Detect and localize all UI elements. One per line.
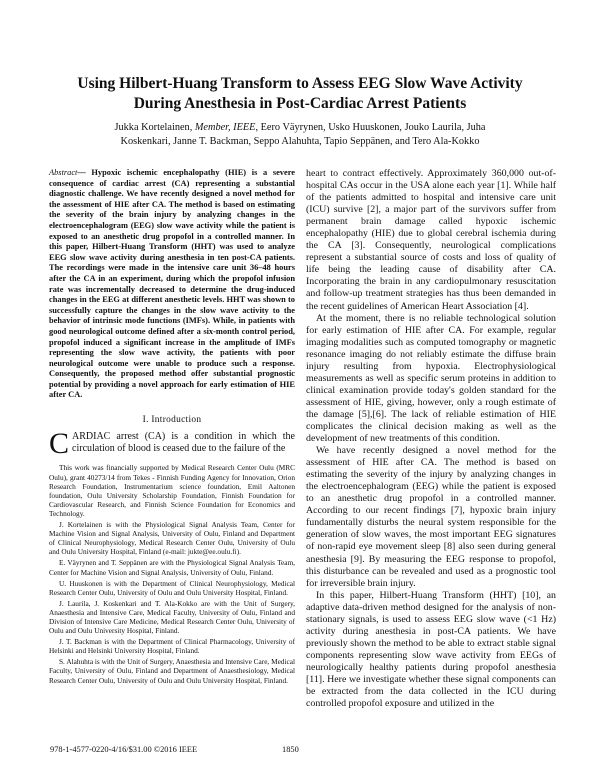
footnote-affiliation: S. Alahuhta is with the Unit of Surgery, Anaesthesia and Intensive Care, Medical Faculty, University of Oulu, Finland and Department of Anaesthesiology, Medical Research Center Oulu, University of Oulu and Oulu University Hospital, Finland. — [49, 657, 295, 685]
footnote-affiliation: J. Laurila, J. Koskenkari and T. Ala-Kokko are with the Unit of Surgery, Anaesthesia and Intensive Care, Medical Faculty, University of Oulu, Finland and Division of Intensive Care Medicine, Medical Research Center Oulu, University of Oulu and Oulu University Hospital, Finland. — [49, 598, 295, 636]
left-column — [49, 168, 295, 687]
author-list — [60, 121, 540, 149]
abstract — [49, 168, 295, 401]
abstract-text: Hypoxic ischemic encephalopathy (HIE) is a severe consequence of cardiac arrest (CA) representing a substantial diagnostic challenge. We have recently designed a novel method for the assessment of HIE after CA. The method is based on estimating the severity of the brain injury by analyzing changes in the electroencephalogram (EEG) slow wave activity while the patient is exposed to an anesthetic drug propofol in a controlled manner. In this paper, Hilbert-Huang Transform (HHT) was used to analyze EEG slow wave activity during anesthesia in ten post-CA patients. The recordings were made in the intensive care unit 36–48 hours after the CA in an experiment, during which the propofol infusion rate was incrementally decreased to determine the drug-induced changes in the EEG at different anesthetic levels. HHT was shown to successfully capture the changes in the slow wave activity to the behavior of intrinsic mode functions (IMFs). While, in patients with good neurological outcome defined after a six-month control period, propofol induced a significant increase in the amplitude of IMFs representing the slow wave activity, the patients with poor neurological outcome were unable to produce such a response. Consequently, the proposed method offer substantial prognostic potential by providing a novel approach for early estimation of HIE after CA. — [49, 168, 295, 400]
member-ieee: Member, IEEE — [194, 122, 256, 133]
authors-line-1-post: , Eero Väyrynen, Usko Huuskonen, Jouko Laurila, Juha — [255, 122, 486, 133]
authors-line-1-pre: Jukka Kortelainen, — [114, 122, 195, 133]
intro-paragraph — [49, 427, 295, 461]
footnote-affiliation: J. Kortelainen is with the Physiological Signal Analysis Team, Center for Machine Vision and Signal Analysis, University of Oulu, Finland and Department of Clinical Neurophysiology, Medical Research Center Oulu, University of Oulu and Oulu University Hospital, Finland (e-mail: jukte@ee.oulu.fi). — [49, 520, 295, 557]
footnotes — [49, 463, 295, 684]
authors-line-1 — [60, 121, 540, 135]
paper-title — [40, 74, 560, 114]
title-line-1: Using Hilbert-Huang Transform to Assess EEG Slow Wave Activity — [77, 75, 523, 92]
drop-cap: C — [49, 427, 70, 461]
body-paragraph: We have recently designed a novel method for the assessment of HIE after CA. The method is based on estimating the severity of the injury by analyzing changes in the electroencephalogram (EEG) while the patient is exposed to an anesthetic drug propofol in a controlled manner. According to our recent findings [7], hypoxic brain injury fundamentally disturbs the neural system responsible for the generation of slow waves, the most important EEG signatures of non-rapid eye movement sleep [8] also seen during general anesthesia [9]. By measuring the EEG response to propofol, this disturbance can be revealed and used as a prognostic tool for irreversible brain injury. — [306, 445, 556, 589]
intro-text: ARDIAC arrest (CA) is a condition in which the circulation of blood is ceased due to the failure of the — [72, 431, 295, 455]
abstract-dash: — — [77, 168, 92, 177]
right-column — [306, 168, 556, 710]
footnote-funding: This work was financially supported by Medical Research Center Oulu (MRC Oulu), grant 40273/14 from Tekes - Finnish Funding Agency for Innovation, Orion Research Foundation, Instrumentarium science foundation, Emil Aaltonen foundation, Oulu University Scholarship Foundation, Finnish Foundation for Cardiovascular Research, and Finnish Science Foundation for Economics and Technology. — [49, 463, 295, 518]
section-heading-introduction: I. Introduction — [142, 415, 202, 426]
body-paragraph: In this paper, Hilbert-Huang Transform (HHT) [10], an adaptive data-driven method designed for the analysis of non-stationary signals, is used to assess EEG slow wave (<1 Hz) activity during anesthesia in post-CA patients. We have previously shown the method to be able to extract stable signal components representing slow wave activity from EEGs of neurologically healthy patients during propofol anesthesia [11]. Here we investigate whether these signal components can be extracted from the data collected in the ICU during controlled propofol exposure and utilized in the — [306, 589, 556, 710]
title-line-2: During Anesthesia in Post-Cardiac Arrest Patients — [133, 95, 467, 112]
footer-page-number: 1850 — [282, 745, 299, 754]
abstract-lead: Abstract — [49, 168, 78, 177]
footnote-affiliation: E. Väyrynen and T. Seppänen are with the Physiological Signal Analysis Team, Center for Machine Vision and Signal Analysis, University of Oulu, Finland. — [49, 558, 295, 577]
footnote-affiliation: J. T. Backman is with the Department of Clinical Pharmacology, University of Helsinki and Helsinki University Hospital, Finland. — [49, 637, 295, 656]
body-paragraph: At the moment, there is no reliable technological solution for early estimation of HIE after CA. For example, regular imaging modalities such as computed tomography or magnetic resonance imaging do not reliably estimate the diffuse brain injury resulting from hypoxia. Electrophysiological measurements as well as specific serum proteins in addition to clinical examination provide today's golden standard for the assessment of HIE, giving, however, only a rough estimate of the damage [5],[6]. The lack of reliable estimation of HIE complicates the clinical decision making as well as the development of new treatments of this condition. — [306, 312, 556, 445]
footnote-affiliation: U. Huuskonen is with the Department of Clinical Neurophysiology, Medical Research Center Oulu, University of Oulu and Oulu University Hospital, Finland. — [49, 578, 295, 597]
body-paragraph: heart to contract effectively. Approximately 360,000 out-of-hospital CAs occur in the USA alone each year [1]. While half of the patients admitted to hospital and intensive care unit (ICU) survive [2], a major part of the survivors suffer from permanent brain damage called hypoxic ischemic encephalopathy (HIE) due to global cerebral ischemia during the CA [3]. Consequently, neurological complications represent a substantial source of costs and loss of quality of life being the leading cause of disability after CA. Incorporating the brain in any cardiopulmonary resuscitation and follow-up treatment strategies has thus been demanded in the recent guidelines of American Heart Association [4]. — [306, 168, 556, 312]
authors-line-2: Koskenkari, Janne T. Backman, Seppo Alahuhta, Tapio Seppänen, and Tero Ala-Kokko — [120, 136, 480, 147]
footer-isbn: 978-1-4577-0220-4/16/$31.00 ©2016 IEEE — [50, 745, 198, 754]
